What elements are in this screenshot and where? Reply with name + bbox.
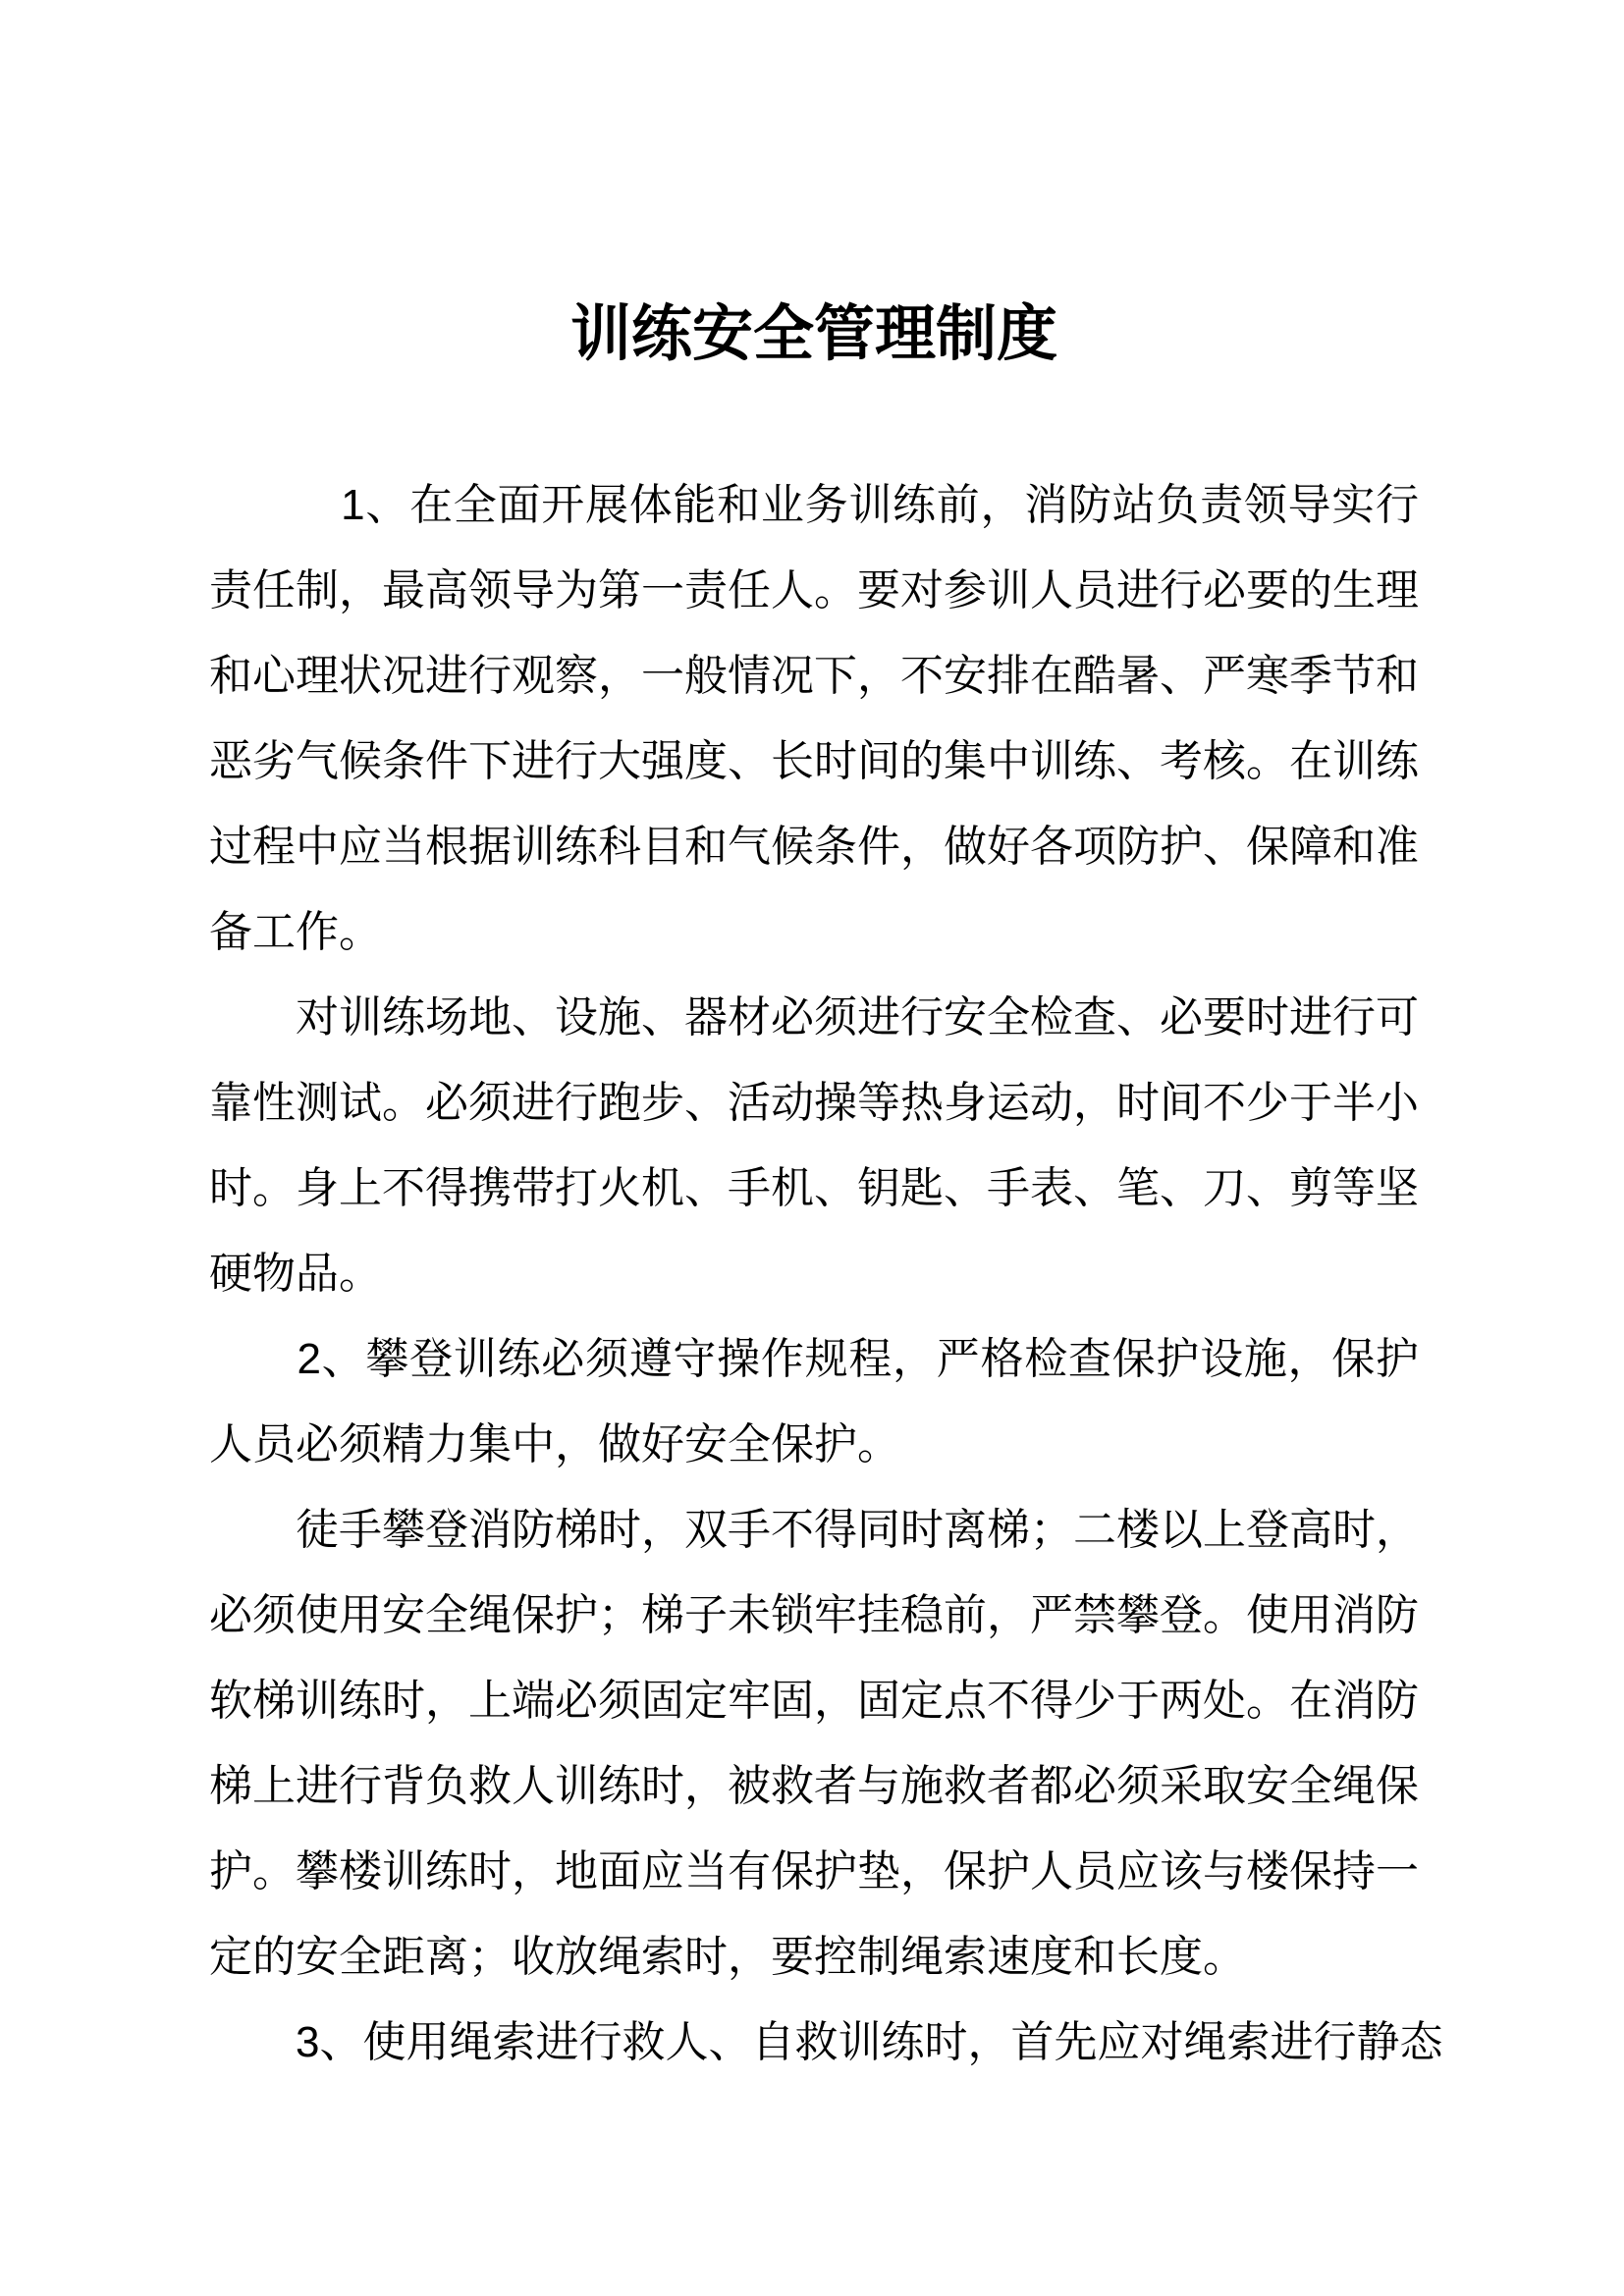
- body-paragraph: 2、攀登训练必须遵守操作规程，严格检查保护设施，保护人员必须精力集中，做好安全保护。: [209, 1335, 1419, 1468]
- body-paragraph: 3、使用绳索进行救人、自救训练时，首先应对绳索进行静态: [209, 2018, 1443, 2066]
- body-paragraph: 1、在全面开展体能和业务训练前，消防站负责领导实行责任制，最高领导为第一责任人。要对参训人员进行必要的生理和心理状况进行观察，一般情况下，不安排在酷暑、严寒季节和恶劣气候条件下进行大强度、长时间的集中训练、考核。在训练过程中应当根据训练科目和气候条件，做好各项防护、保障和准备工作。: [209, 481, 1419, 956]
- body-paragraph: 徒手攀登消防梯时，双手不得同时离梯；二楼以上登高时，必须使用安全绳保护；梯子未锁牢挂稳前，严禁攀登。使用消防软梯训练时，上端必须固定牢固，固定点不得少于两处。在消防梯上进行背负救人训练时，被救者与施救者都必须采取安全绳保护。攀楼训练时，地面应当有保护垫，保护人员应该与楼保持一定的安全距离；收放绳索时，要控制绳索速度和长度。: [209, 1506, 1419, 1981]
- document-title: 训练安全管理制度: [569, 300, 1057, 368]
- body-paragraph: 对训练场地、设施、器材必须进行安全检查、必要时进行可靠性测试。必须进行跑步、活动操等热身运动，时间不少于半小时。身上不得携带打火机、手机、钥匙、手表、笔、刀、剪等坚硬物品。: [209, 993, 1419, 1298]
